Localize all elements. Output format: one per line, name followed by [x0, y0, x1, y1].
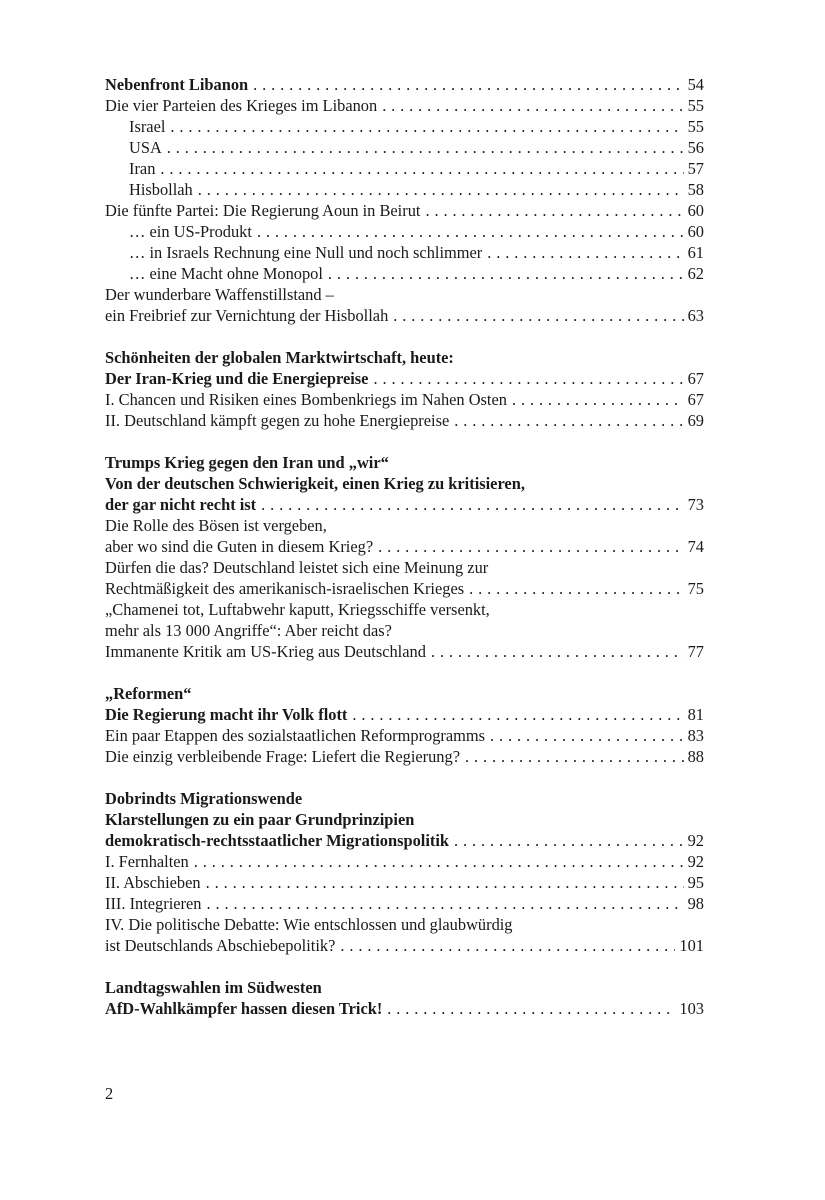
toc-heading-line [105, 704, 704, 725]
toc-page-number: 98 [687, 894, 704, 913]
toc-page-number: 55 [687, 96, 704, 115]
toc-entry [105, 263, 704, 284]
toc-entry [105, 536, 704, 557]
toc-section [105, 347, 704, 431]
dot-leader [160, 158, 683, 179]
toc-page-number: 60 [687, 222, 704, 241]
toc-page-number: 73 [687, 495, 704, 514]
dot-leader [454, 410, 683, 431]
toc-page-number: 60 [687, 201, 704, 220]
toc-entry [105, 158, 704, 179]
toc-section [105, 977, 704, 1019]
toc-page-number: 75 [687, 579, 704, 598]
toc-page-number: 57 [687, 159, 704, 178]
toc-heading-line [105, 998, 704, 1019]
dot-leader [490, 725, 684, 746]
toc-heading-line [105, 830, 704, 851]
dot-leader [393, 305, 683, 326]
dot-leader [253, 74, 683, 95]
toc-page-number: 58 [687, 180, 704, 199]
table-of-contents [105, 74, 704, 1040]
toc-entry [105, 599, 704, 620]
toc-page-number: 103 [679, 999, 704, 1018]
toc-entry [105, 872, 704, 893]
dot-leader [469, 578, 684, 599]
toc-page-number: 77 [687, 642, 704, 661]
toc-entry-title: Die vier Parteien des Krieges im Libanon [105, 96, 378, 115]
page-number: 2 [105, 1084, 114, 1103]
toc-entry-title: Der Iran-Krieg und die Energiepreise [105, 369, 369, 388]
toc-page-number: 83 [687, 726, 704, 745]
toc-page-number: 74 [687, 537, 704, 556]
toc-page-number: 81 [687, 705, 704, 724]
toc-heading-line [105, 494, 704, 515]
dot-leader [382, 95, 683, 116]
dot-leader [465, 746, 684, 767]
toc-entry-title: Klarstellungen zu ein paar Grundprinzipien [105, 810, 415, 829]
toc-entry [105, 410, 704, 431]
toc-entry [105, 116, 704, 137]
toc-heading-line [105, 473, 704, 494]
dot-leader [206, 872, 684, 893]
toc-entry-title: Von der deutschen Schwierigkeit, einen Krieg zu kritisieren, [105, 474, 525, 493]
toc-entry-title: Rechtmäßigkeit des amerikanisch-israelischen Krieges [105, 579, 465, 598]
toc-entry-title: II. Abschieben [105, 873, 201, 892]
toc-entry-title: Landtagswahlen im Südwesten [105, 978, 322, 997]
dot-leader [328, 263, 684, 284]
toc-entry-title: Ein paar Etappen des sozialstaatlichen Reformprogramms [105, 726, 486, 745]
toc-page-number: 54 [687, 75, 704, 94]
toc-entry-title: IV. Die politische Debatte: Wie entschlossen und glaubwürdig [105, 915, 513, 934]
toc-entry-title: Trumps Krieg gegen den Iran und „wir“ [105, 453, 389, 472]
dot-leader [387, 998, 675, 1019]
dot-leader [170, 116, 683, 137]
dot-leader [431, 641, 684, 662]
toc-page-number: 55 [687, 117, 704, 136]
toc-entry [105, 305, 704, 326]
toc-heading-line [105, 452, 704, 473]
dot-leader [454, 830, 684, 851]
toc-entry-title: I. Chancen und Risiken eines Bombenkriegs im Nahen Osten [105, 390, 507, 409]
dot-leader [194, 851, 684, 872]
toc-entry [105, 284, 704, 305]
toc-entry [105, 515, 704, 536]
toc-entry-title: II. Deutschland kämpft gegen zu hohe Energiepreise [105, 411, 450, 430]
toc-section [105, 452, 704, 662]
dot-leader [425, 200, 683, 221]
toc-heading-line [105, 683, 704, 704]
toc-entry [105, 893, 704, 914]
toc-entry [105, 200, 704, 221]
toc-entry [105, 137, 704, 158]
toc-entry [105, 935, 704, 956]
toc-entry [105, 221, 704, 242]
toc-page-number: 56 [687, 138, 704, 157]
toc-entry-title: ist Deutschlands Abschiebepolitik? [105, 936, 336, 955]
toc-entry [105, 179, 704, 200]
dot-leader [340, 935, 675, 956]
toc-entry-title: Die einzig verbleibende Frage: Liefert die Regierung? [105, 747, 460, 766]
toc-entry [105, 746, 704, 767]
toc-entry-title: Iran [129, 159, 156, 178]
dot-leader [261, 494, 683, 515]
toc-entry-title: mehr als 13 000 Angriffe“: Aber reicht das? [105, 621, 392, 640]
toc-heading-line [105, 347, 704, 368]
toc-entry [105, 95, 704, 116]
toc-entry-title: Dobrindts Migrationswende [105, 789, 303, 808]
dot-leader [206, 893, 683, 914]
toc-heading-line [105, 368, 704, 389]
toc-entry-title: Dürfen die das? Deutschland leistet sich eine Meinung zur [105, 558, 489, 577]
toc-entry-title: … ein US-Produkt [129, 222, 252, 241]
toc-heading-line [105, 809, 704, 830]
dot-leader [198, 179, 684, 200]
toc-entry [105, 851, 704, 872]
toc-entry-title: … eine Macht ohne Monopol [129, 264, 323, 283]
toc-entry-title: der gar nicht recht ist [105, 495, 257, 514]
toc-page-number: 101 [679, 936, 704, 955]
toc-entry-title: Schönheiten der globalen Marktwirtschaft, heute: [105, 348, 454, 367]
toc-entry [105, 578, 704, 599]
toc-entry [105, 389, 704, 410]
dot-leader [352, 704, 683, 725]
dot-leader [378, 536, 684, 557]
toc-entry-title: Der wunderbare Waffenstillstand – [105, 285, 334, 304]
toc-entry-title: III. Integrieren [105, 894, 202, 913]
toc-heading-line [105, 74, 704, 95]
toc-entry-title: „Reformen“ [105, 684, 192, 703]
toc-entry [105, 725, 704, 746]
toc-page-number: 92 [687, 852, 704, 871]
toc-entry-title: aber wo sind die Guten in diesem Krieg? [105, 537, 374, 556]
toc-page-number: 88 [687, 747, 704, 766]
dot-leader [257, 221, 684, 242]
toc-entry-title: … in Israels Rechnung eine Null und noch schlimmer [129, 243, 483, 262]
toc-entry-title: Israel [129, 117, 166, 136]
toc-entry [105, 557, 704, 578]
toc-entry-title: demokratisch-rechtsstaatlicher Migrationspolitik [105, 831, 450, 850]
toc-page-number: 67 [687, 390, 704, 409]
toc-entry [105, 620, 704, 641]
toc-entry [105, 914, 704, 935]
dot-leader [167, 137, 684, 158]
toc-entry-title: USA [129, 138, 162, 157]
toc-page-number: 95 [687, 873, 704, 892]
toc-entry [105, 242, 704, 263]
toc-entry-title: I. Fernhalten [105, 852, 189, 871]
toc-page-number: 62 [687, 264, 704, 283]
dot-leader [487, 242, 683, 263]
toc-section [105, 74, 704, 326]
toc-heading-line [105, 977, 704, 998]
toc-entry-title: Die Rolle des Bösen ist vergeben, [105, 516, 327, 535]
toc-entry-title: Nebenfront Libanon [105, 75, 249, 94]
toc-entry-title: ein Freibrief zur Vernichtung der Hisbollah [105, 306, 389, 325]
toc-page-number: 69 [687, 411, 704, 430]
toc-page-number: 63 [687, 306, 704, 325]
toc-entry-title: Die fünfte Partei: Die Regierung Aoun in Beirut [105, 201, 421, 220]
toc-entry-title: AfD-Wahlkämpfer hassen diesen Trick! [105, 999, 383, 1018]
dot-leader [373, 368, 683, 389]
toc-section [105, 788, 704, 956]
toc-entry-title: „Chamenei tot, Luftabwehr kaputt, Kriegsschiffe versenkt, [105, 600, 490, 619]
toc-entry-title: Die Regierung macht ihr Volk flott [105, 705, 348, 724]
toc-heading-line [105, 788, 704, 809]
toc-entry-title: Hisbollah [129, 180, 193, 199]
toc-page-number: 61 [687, 243, 704, 262]
toc-entry-title: Immanente Kritik am US-Krieg aus Deutschland [105, 642, 426, 661]
toc-entry [105, 641, 704, 662]
dot-leader [512, 389, 684, 410]
toc-section [105, 683, 704, 767]
toc-page-number: 67 [687, 369, 704, 388]
toc-page-number: 92 [687, 831, 704, 850]
